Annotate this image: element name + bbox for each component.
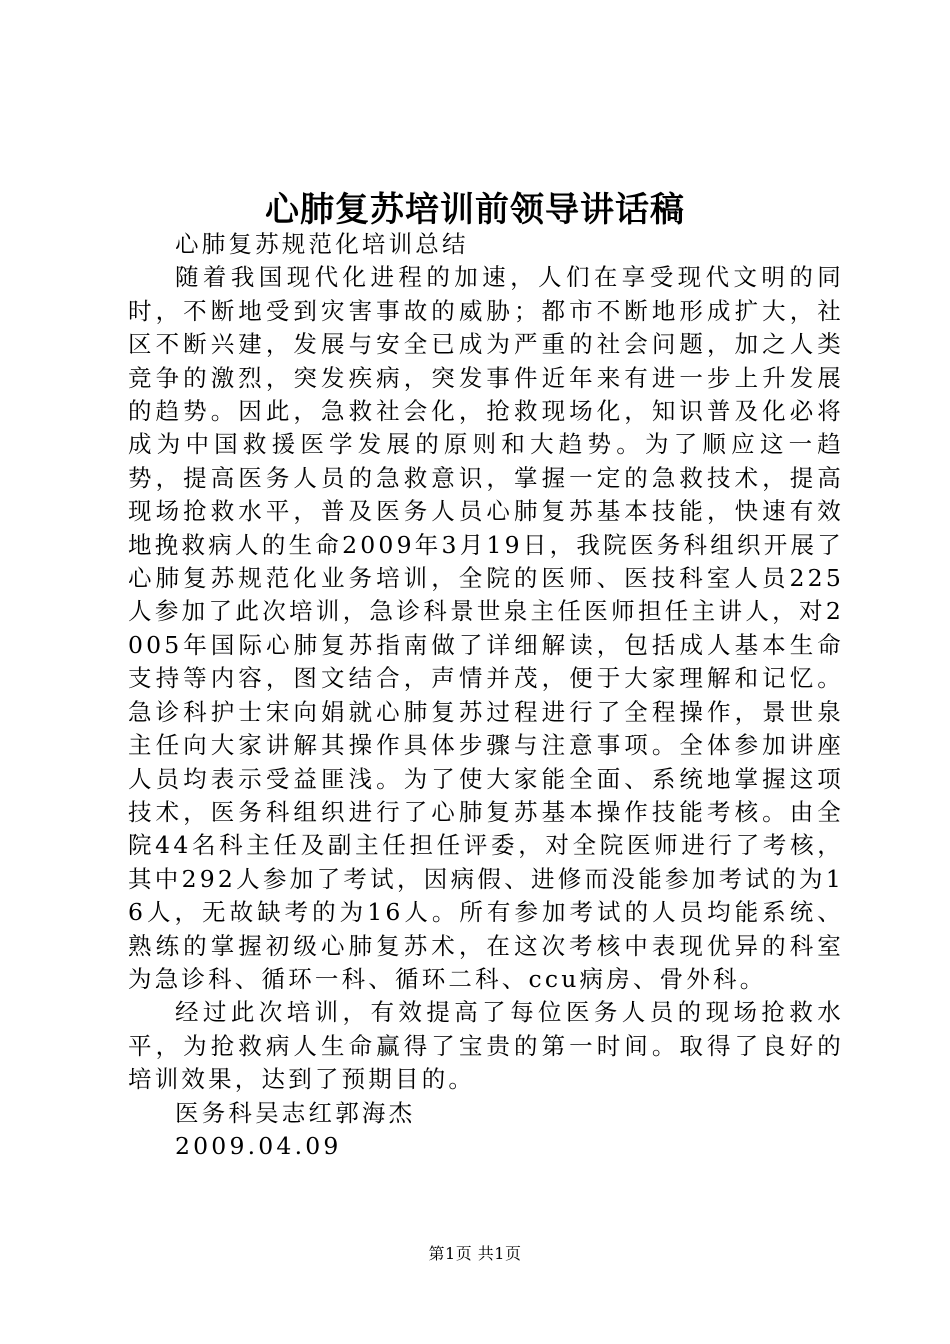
subtitle-line: 心肺复苏规范化培训总结 xyxy=(175,230,469,258)
paragraph-conclusion: 经过此次培训，有效提高了每位医务人员的现场抢救水平，为抢救病人生命赢得了宝贵的第一时间。取得了良好的培训效果，达到了预期目的。 xyxy=(128,998,844,1094)
page-footer: 第1页 共1页 xyxy=(428,1244,522,1263)
document-title: 心肺复苏培训前领导讲话稿 xyxy=(265,190,685,230)
signature-line: 医务科吴志红郭海杰 xyxy=(175,1098,416,1127)
document-body xyxy=(128,228,844,1163)
paragraph-main: 随着我国现代化进程的加速，人们在享受现代文明的同时，不断地受到灾害事故的威胁；都市不断地形成扩大，社区不断兴建，发展与安全已成为严重的社会问题，加之人类竞争的激烈，突发疾病，突发事件近年来有进一步上升发展的趋势。因此，急救社会化，抢救现场化，知识普及化必将成为中国救援医学发展的原则和大趋势。为了顺应这一趋势，提高医务人员的急救意识，掌握一定的急救技术，提高现场抢救水平，普及医务人员心肺复苏基本技能，快速有效地挽救病人的生命2009年3月19日，我院医务科组织开展了心肺复苏规范化业务培训，全院的医师、医技科室人员225人参加了此次培训，急诊科景世泉主任医师担任主讲人，对2005年国际心肺复苏指南做了详细解读，包括成人基本生命支持等内容，图文结合，声情并茂，便于大家理解和记忆。急诊科护士宋向娟就心肺复苏过程进行了全程操作，景世泉主任向大家讲解其操作具体步骤与注意事项。全体参加讲座人员均表示受益匪浅。为了使大家能全面、系统地掌握这项技术，医务科组织进行了心肺复苏基本操作技能考核。由全院44名科主任及副主任担任评委，对全院医师进行了考核，其中292人参加了考试，因病假、进修而没能参加考试的为16人，无故缺考的为16人。所有参加考试的人员均能系统、熟练的掌握初级心肺复苏术，在这次考核中表现优异的科室为急诊科、循环一科、循环二科、ccu病房、骨外科。 xyxy=(128,263,844,993)
date-line: 2009.04.09 xyxy=(175,1131,342,1160)
